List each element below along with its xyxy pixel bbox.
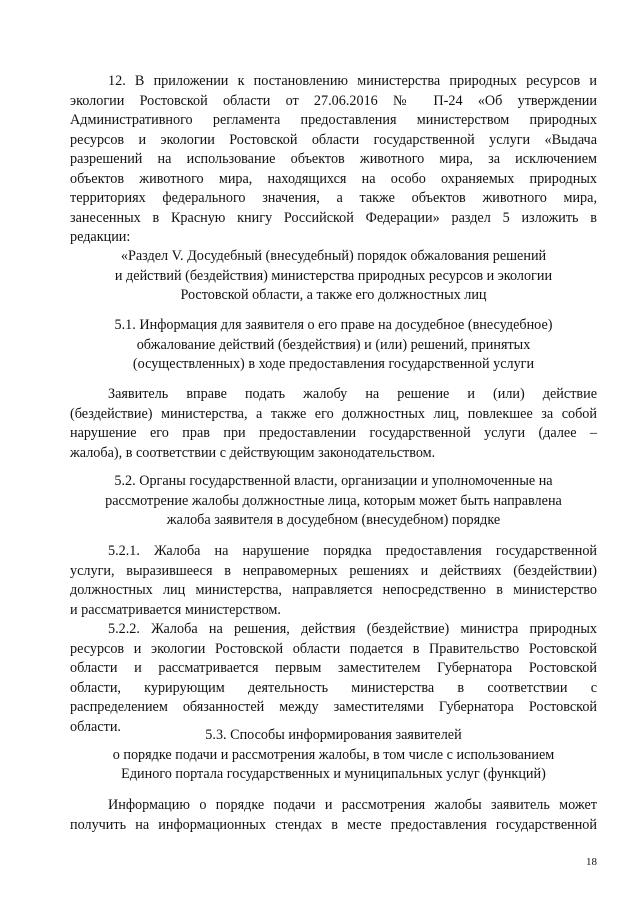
text-line: должностных лиц министерства, направляется непосредственно в министерство	[70, 582, 597, 598]
section-5-title	[70, 247, 597, 306]
text-line: территориях федерального значения, а также объектов животного мира,	[70, 190, 597, 206]
text-line: Заявитель вправе подать жалобу на решение и (или) действие	[108, 386, 597, 402]
paragraph-12	[70, 72, 597, 248]
heading-line: рассмотрение жалобы должностные лица, которым может быть направлена	[105, 492, 562, 509]
heading-line: жалоба заявителя в досудебном (внесудебном) порядке	[166, 512, 501, 528]
text-line: занесенных в Красную книгу Российской Федерации» раздел 5 изложить в	[70, 209, 597, 226]
heading-line: 5.2. Органы государственной власти, организации и уполномоченные на	[114, 473, 553, 489]
text-line: жалоба), в соответствии с действующим законодательством.	[70, 444, 436, 461]
text-line: 12. В приложении к постановлению министерства природных ресурсов и	[108, 73, 597, 89]
text-line: 5.2.1. Жалоба на нарушение порядка предоставления государственной	[108, 543, 597, 559]
text-line: услуги, выразившееся в неправомерных решениях и действиях (бездействии)	[70, 562, 597, 579]
title-line: и действий (бездействия) министерства природных ресурсов и экологии	[114, 267, 553, 284]
paragraph-5-3	[70, 796, 597, 835]
text-line: Информацию о порядке подачи и рассмотрения жалобы заявитель может	[108, 797, 597, 813]
text-line: области, курирующим деятельность министерства в соответствии с	[70, 679, 597, 696]
paragraph-5-1	[70, 385, 597, 463]
text-line: и рассматривается министерством.	[70, 601, 281, 618]
text-line: (бездействие) министерства, а также его должностных лиц, повлекшее за собой	[70, 405, 597, 422]
text-line: Административного регламента предоставления министерством природных	[70, 112, 597, 128]
text-line: разрешений на использование объектов животного мира, за исключением	[70, 151, 597, 167]
heading-5-1	[70, 316, 597, 375]
text-line: области и рассматривается первым заместителем Губернатора Ростовской	[70, 660, 597, 676]
paragraph-5-2-2	[70, 620, 597, 737]
text-line: получить на информационных стендах в месте предоставления государственной	[70, 816, 597, 833]
heading-5-3	[70, 726, 597, 785]
text-line: ресурсов и экологии Ростовской области государственной услуги «Выдача	[70, 131, 597, 148]
text-line: нарушение его прав при предоставлении государственной услуги (далее –	[70, 425, 597, 441]
title-line: Ростовской области, а также его должностных лиц	[180, 287, 487, 303]
text-line: экологии Ростовской области от 27.06.2016 № П-24 «Об утверждении	[70, 92, 597, 109]
text-line: 5.2.2. Жалоба на решения, действия (бездействие) министра природных	[108, 621, 597, 637]
title-line: «Раздел V. Досудебный (внесудебный) порядок обжалования решений	[120, 248, 547, 264]
text-line: ресурсов и экологии Ростовской области подается в Правительство Ростовской	[70, 640, 597, 657]
text-line: распределением обязанностей между заместителями Губернатора Ростовской	[70, 699, 597, 715]
heading-5-2	[70, 472, 597, 531]
page-number: 18	[586, 856, 597, 868]
heading-line: Единого портала государственных и муниципальных услуг (функций)	[121, 766, 546, 782]
text-line: объектов животного мира, находящихся на особо охраняемых природных	[70, 170, 597, 187]
heading-line: 5.1. Информация для заявителя о его праве на досудебное (внесудебное)	[114, 317, 553, 333]
heading-line: о порядке подачи и рассмотрения жалобы, в том числе с использованием	[112, 746, 555, 763]
paragraph-5-2-1	[70, 542, 597, 620]
text-line: области.	[70, 718, 121, 735]
heading-line: 5.3. Способы информирования заявителей	[205, 727, 462, 743]
heading-line: (осуществленных) в ходе предоставления государственной услуги	[132, 356, 535, 372]
heading-line: обжалование действий (бездействия) и (или) решений, принятых	[136, 336, 531, 353]
text-line: редакции:	[70, 229, 131, 245]
